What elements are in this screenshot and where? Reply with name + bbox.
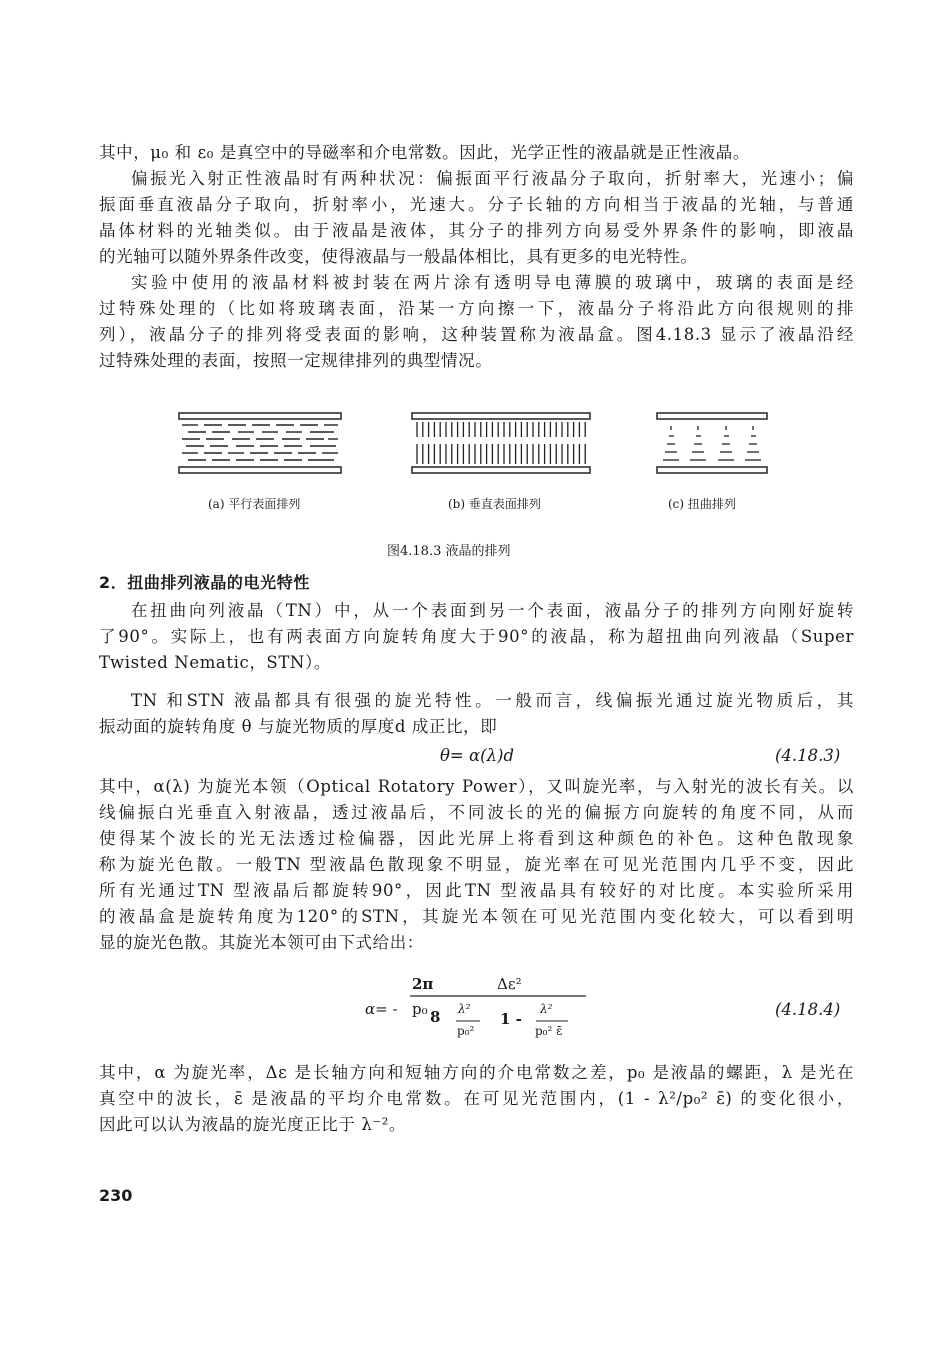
text-line: 称为旋光色散。一般TN 型液晶色散现象不明显，旋光率在可见光范围内几乎不变，因此 bbox=[99, 855, 854, 874]
figure-b-vertical-diagram bbox=[411, 412, 591, 474]
text-line: 的液晶盒是旋转角度为120°的STN，其旋光本领在可见光范围内变化较大，可以看到明 bbox=[99, 907, 854, 926]
section-heading: 2．扭曲排列液晶的电光特性 bbox=[99, 573, 310, 592]
text-line: 过特殊处理的（比如将玻璃表面，沿某一方向擦一下，液晶分子将沿此方向很规则的排 bbox=[99, 299, 854, 318]
eq-delta-epsilon: Δε² bbox=[497, 975, 522, 993]
eq-lambda2-a: λ² bbox=[458, 1002, 471, 1016]
eq-p02-a: p₀² bbox=[457, 1024, 475, 1038]
text-line: 振面垂直液晶分子取向，折射率小，光速大。分子长轴的方向相当于液晶的光轴，与普通 bbox=[99, 195, 854, 214]
figure-c-label: (c) 扭曲排列 bbox=[668, 497, 736, 511]
figure-caption: 图4.18.3 液晶的排列 bbox=[387, 544, 511, 559]
text-line: 的光轴可以随外界条件改变，使得液晶与一般晶体相比，具有更多的电光特性。 bbox=[99, 247, 698, 266]
text-line: 其中，α 为旋光率，Δε 是长轴方向和短轴方向的介电常数之差，p₀ 是液晶的螺距，λ 是光在 bbox=[99, 1063, 854, 1082]
text-line: 了90°。实际上，也有两表面方向旋转角度大于90°的液晶，称为超扭曲向列液晶（Super bbox=[99, 627, 854, 646]
figure-a-label: (a) 平行表面排列 bbox=[208, 497, 301, 511]
text-line: 列），液晶分子的排列将受表面的影响，这种装置称为液晶盒。图4.18.3 显示了液晶沿经 bbox=[99, 325, 854, 344]
figure-a-parallel-diagram bbox=[178, 412, 342, 474]
text-line: 实验中使用的液晶材料被封装在两片涂有透明导电薄膜的玻璃中，玻璃的表面是经 bbox=[131, 273, 854, 292]
eq-numerator-2pi: 2π bbox=[412, 975, 434, 993]
text-line: 振动面的旋转角度 θ 与旋光物质的厚度d 成正比，即 bbox=[99, 717, 498, 736]
text-line: 晶体材料的光轴类似。由于液晶是液体，其分子的排列方向易受外界条件的影响，即液晶 bbox=[99, 221, 854, 240]
text-line: 所有光通过TN 型液晶后都旋转90°，因此TN 型液晶具有较好的对比度。本实验所采用 bbox=[99, 881, 854, 900]
text-line: 其中，α(λ) 为旋光本领（Optical Rotatory Power），又叫旋光率，与入射光的波长有关。以 bbox=[99, 777, 854, 796]
equation-4-18-3: θ= α(λ)d bbox=[440, 746, 515, 765]
figure-c-twisted-diagram bbox=[656, 412, 768, 474]
equation-number: (4.18.4) bbox=[775, 1000, 841, 1019]
text-line: 在扭曲向列液晶（TN）中，从一个表面到另一个表面，液晶分子的排列方向刚好旋转 bbox=[131, 601, 854, 620]
text-line: 偏振光入射正性液晶时有两种状况：偏振面平行液晶分子取向，折射率大，光速小；偏 bbox=[131, 169, 854, 188]
eq-lambda2-b: λ² bbox=[540, 1002, 553, 1016]
page-number: 230 bbox=[99, 1186, 133, 1205]
text-line: 真空中的波长，ε̄ 是液晶的平均介电常数。在可见光范围内，(1 - λ²/p₀² ε̄) 的变化很小， bbox=[99, 1089, 854, 1108]
equation-number: (4.18.3) bbox=[775, 746, 841, 765]
text-line: TN 和STN 液晶都具有很强的旋光特性。一般而言，线偏振光通过旋光物质后，其 bbox=[131, 691, 854, 710]
text-line: 过特殊处理的表面，按照一定规律排列的典型情况。 bbox=[99, 351, 493, 370]
text-line: Twisted Nematic，STN）。 bbox=[99, 653, 331, 672]
eq-eight: 8 bbox=[430, 1008, 441, 1026]
text-line: 其中，μ₀ 和 ε₀ 是真空中的导磁率和介电常数。因此，光学正性的液晶就是正性液晶。 bbox=[99, 143, 750, 162]
text-line: 显的旋光色散。其旋光本领可由下式给出： bbox=[99, 933, 424, 952]
figure-b-label: (b) 垂直表面排列 bbox=[448, 497, 541, 511]
text-line: 使得某个波长的光无法透过检偏器，因此光屏上将看到这种颜色的补色。这种色散现象 bbox=[99, 829, 854, 848]
eq-p0: p₀ bbox=[412, 1000, 428, 1018]
eq-lhs: α= - bbox=[365, 1000, 398, 1018]
text-line: 线偏振白光垂直入射液晶，透过液晶后，不同波长的光的偏振方向旋转的角度不同，从而 bbox=[99, 803, 854, 822]
eq-one-minus: 1 - bbox=[500, 1010, 522, 1028]
eq-p02-epsilon: p₀² ε̄ bbox=[535, 1024, 563, 1038]
text-line: 因此可以认为液晶的旋光度正比于 λ⁻²。 bbox=[99, 1115, 407, 1134]
